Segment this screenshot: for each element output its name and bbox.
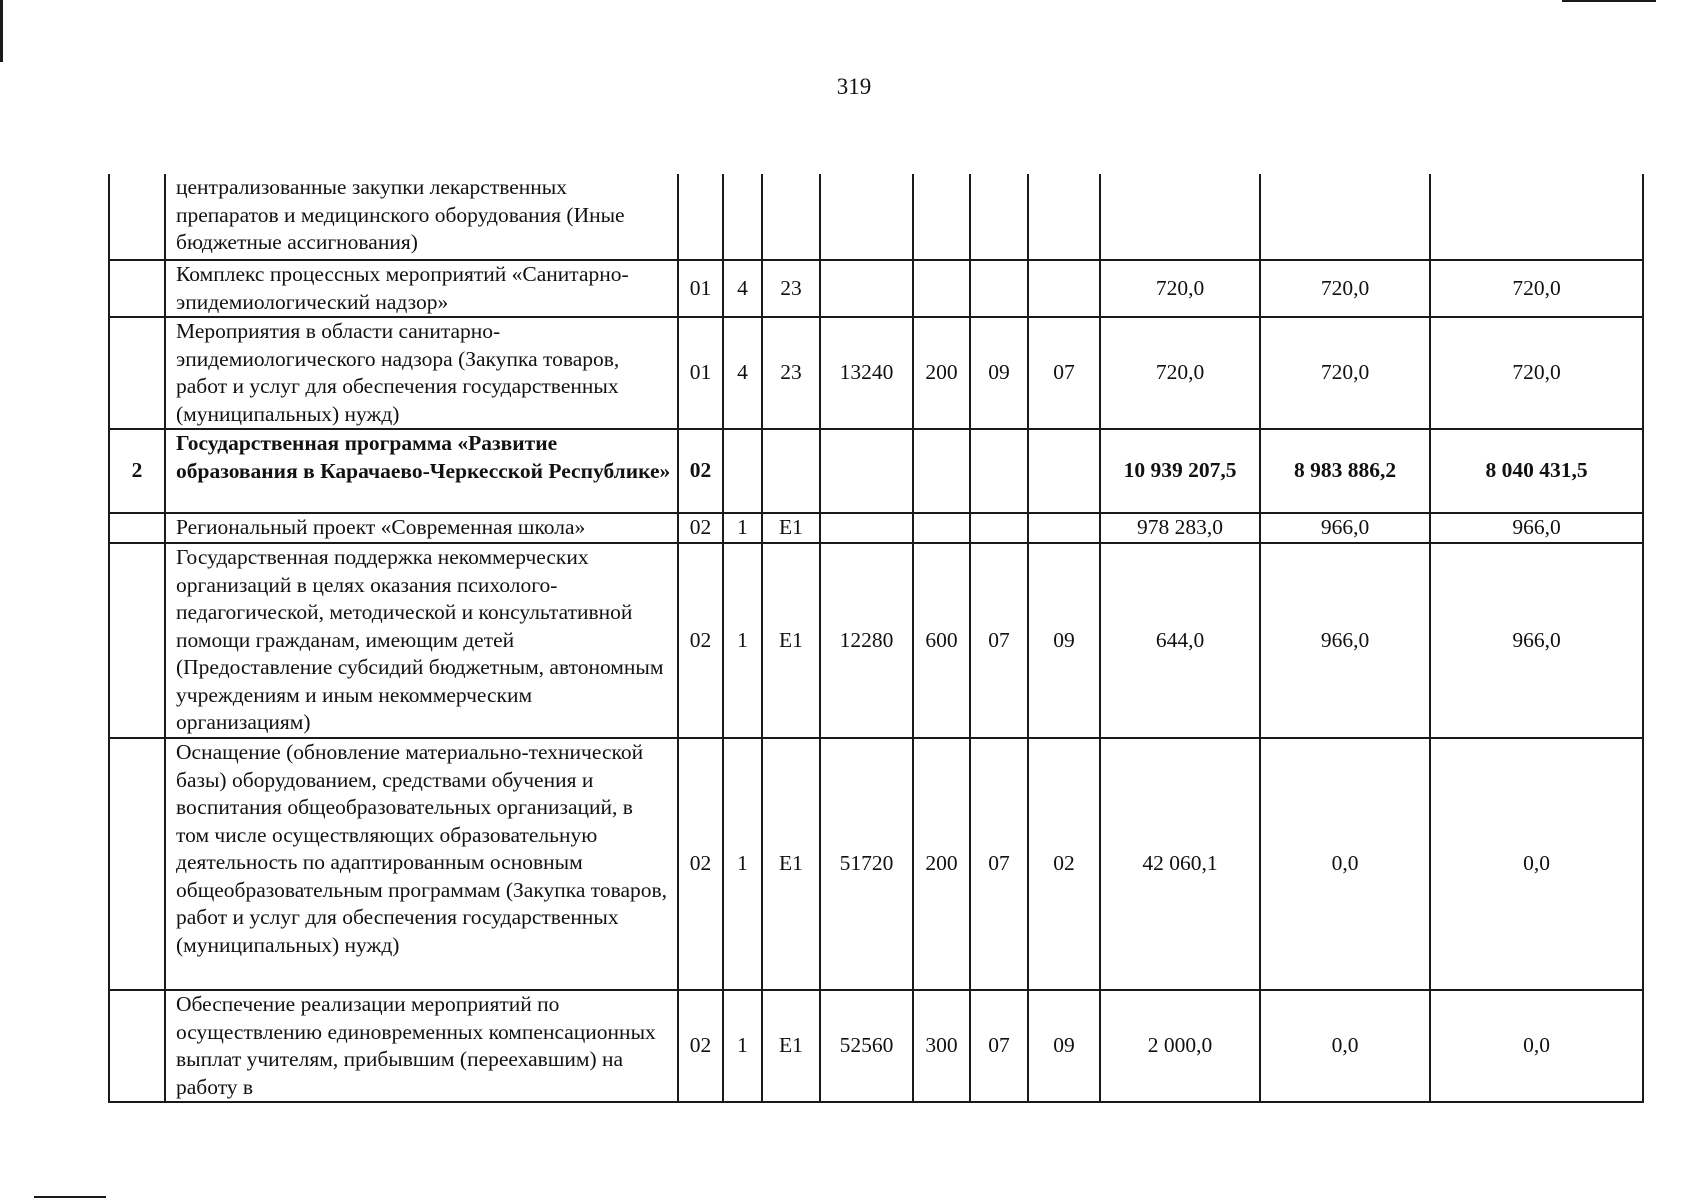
- cell-direction: 23: [762, 260, 820, 317]
- table-row: [109, 260, 1643, 317]
- scan-mark-left: [0, 0, 3, 62]
- cell-year-1: 720,0: [1100, 317, 1260, 429]
- cell-section: [970, 513, 1028, 543]
- cell-subsection: [1028, 513, 1100, 543]
- cell-year-3: 966,0: [1430, 543, 1643, 738]
- cell-subprogram: 4: [723, 317, 762, 429]
- cell-expense-type: 600: [913, 543, 970, 738]
- cell-number: [109, 738, 165, 990]
- cell-name: Оснащение (обновление материально-технической базы) оборудованием, средствами обучения и воспитания общеобразовательных организаций, в том числе осуществляющих образовательную деятельность по адаптированным основным общеобразовательным программам (Закупка товаров, работ и услуг для обеспечения государственных (муниципальных) нужд): [165, 738, 678, 990]
- cell-subsection: 09: [1028, 543, 1100, 738]
- cell-direction: [762, 174, 820, 260]
- cell-subprogram: 1: [723, 543, 762, 738]
- cell-expense-type: [913, 260, 970, 317]
- cell-subsection: 09: [1028, 990, 1100, 1102]
- cell-year-1: 644,0: [1100, 543, 1260, 738]
- table-row: [109, 738, 1643, 990]
- cell-direction: [762, 429, 820, 513]
- cell-code: 51720: [820, 738, 913, 990]
- cell-number: [109, 174, 165, 260]
- cell-subprogram: 1: [723, 513, 762, 543]
- cell-code: [820, 513, 913, 543]
- cell-code: 13240: [820, 317, 913, 429]
- cell-subsection: [1028, 174, 1100, 260]
- cell-section: [970, 174, 1028, 260]
- cell-code: 12280: [820, 543, 913, 738]
- cell-program: 01: [678, 260, 723, 317]
- budget-table: [108, 174, 1644, 1103]
- cell-program: 02: [678, 513, 723, 543]
- cell-code: [820, 429, 913, 513]
- cell-name: Комплекс процессных мероприятий «Санитарно-эпидемиологический надзор»: [165, 260, 678, 317]
- cell-year-3: 8 040 431,5: [1430, 429, 1643, 513]
- cell-program: 02: [678, 429, 723, 513]
- cell-section: 09: [970, 317, 1028, 429]
- cell-section: [970, 429, 1028, 513]
- cell-year-2: 720,0: [1260, 260, 1430, 317]
- cell-expense-type: 200: [913, 738, 970, 990]
- scan-mark-top-right: [1562, 0, 1656, 2]
- cell-expense-type: [913, 174, 970, 260]
- cell-number: [109, 990, 165, 1102]
- cell-year-2: 0,0: [1260, 990, 1430, 1102]
- cell-name: Государственная поддержка некоммерческих организаций в целях оказания психолого-педагогической, методической и консультативной помощи гражданам, имеющим детей (Предоставление субсидий бюджетным, автономным учреждениям и иным некоммерческим организациям): [165, 543, 678, 738]
- cell-subprogram: 1: [723, 990, 762, 1102]
- table-row: [109, 543, 1643, 738]
- cell-number: [109, 260, 165, 317]
- cell-subsection: [1028, 429, 1100, 513]
- cell-code: [820, 174, 913, 260]
- cell-year-2: 8 983 886,2: [1260, 429, 1430, 513]
- cell-section: 07: [970, 738, 1028, 990]
- cell-subsection: [1028, 260, 1100, 317]
- cell-expense-type: [913, 429, 970, 513]
- cell-section: 07: [970, 543, 1028, 738]
- cell-name: Региональный проект «Современная школа»: [165, 513, 678, 543]
- cell-subprogram: 1: [723, 738, 762, 990]
- cell-name: централизованные закупки лекарственных препаратов и медицинского оборудования (Иные бюджетные ассигнования): [165, 174, 678, 260]
- scan-mark-bottom-left: [34, 1196, 106, 1198]
- cell-program: [678, 174, 723, 260]
- page-number: 319: [836, 74, 872, 99]
- cell-year-1: [1100, 174, 1260, 260]
- cell-subprogram: [723, 429, 762, 513]
- cell-program: 02: [678, 990, 723, 1102]
- cell-subprogram: [723, 174, 762, 260]
- cell-number: [109, 513, 165, 543]
- cell-direction: E1: [762, 990, 820, 1102]
- cell-direction: E1: [762, 543, 820, 738]
- table-row: [109, 513, 1643, 543]
- cell-year-2: 0,0: [1260, 738, 1430, 990]
- cell-code: [820, 260, 913, 317]
- table-row: [109, 990, 1643, 1102]
- cell-name: Государственная программа «Развитие образования в Карачаево-Черкесской Республике»: [165, 429, 678, 513]
- cell-year-2: 720,0: [1260, 317, 1430, 429]
- cell-year-3: 0,0: [1430, 738, 1643, 990]
- cell-program: 01: [678, 317, 723, 429]
- cell-direction: E1: [762, 513, 820, 543]
- cell-expense-type: 300: [913, 990, 970, 1102]
- cell-year-2: 966,0: [1260, 543, 1430, 738]
- cell-subsection: 02: [1028, 738, 1100, 990]
- cell-subsection: 07: [1028, 317, 1100, 429]
- cell-expense-type: 200: [913, 317, 970, 429]
- cell-program: 02: [678, 738, 723, 990]
- cell-section: [970, 260, 1028, 317]
- cell-year-3: 720,0: [1430, 317, 1643, 429]
- cell-year-3: 0,0: [1430, 990, 1643, 1102]
- cell-expense-type: [913, 513, 970, 543]
- cell-year-1: 720,0: [1100, 260, 1260, 317]
- cell-year-1: 2 000,0: [1100, 990, 1260, 1102]
- table-row: [109, 174, 1643, 260]
- cell-number: 2: [109, 429, 165, 513]
- cell-year-1: 10 939 207,5: [1100, 429, 1260, 513]
- cell-year-2: 966,0: [1260, 513, 1430, 543]
- cell-name: Мероприятия в области санитарно-эпидемиологического надзора (Закупка товаров, работ и услуг для обеспечения государственных (муниципальных) нужд): [165, 317, 678, 429]
- cell-program: 02: [678, 543, 723, 738]
- cell-name: Обеспечение реализации мероприятий по осуществлению единовременных компенсационных выплат учителям, прибывшим (переехавшим) на работу в: [165, 990, 678, 1102]
- cell-year-1: 978 283,0: [1100, 513, 1260, 543]
- cell-subprogram: 4: [723, 260, 762, 317]
- cell-year-2: [1260, 174, 1430, 260]
- cell-year-3: [1430, 174, 1643, 260]
- cell-number: [109, 543, 165, 738]
- cell-year-3: 720,0: [1430, 260, 1643, 317]
- cell-section: 07: [970, 990, 1028, 1102]
- cell-code: 52560: [820, 990, 913, 1102]
- cell-direction: E1: [762, 738, 820, 990]
- table-row: [109, 429, 1643, 513]
- cell-year-1: 42 060,1: [1100, 738, 1260, 990]
- cell-number: [109, 317, 165, 429]
- table-row: [109, 317, 1643, 429]
- cell-year-3: 966,0: [1430, 513, 1643, 543]
- cell-direction: 23: [762, 317, 820, 429]
